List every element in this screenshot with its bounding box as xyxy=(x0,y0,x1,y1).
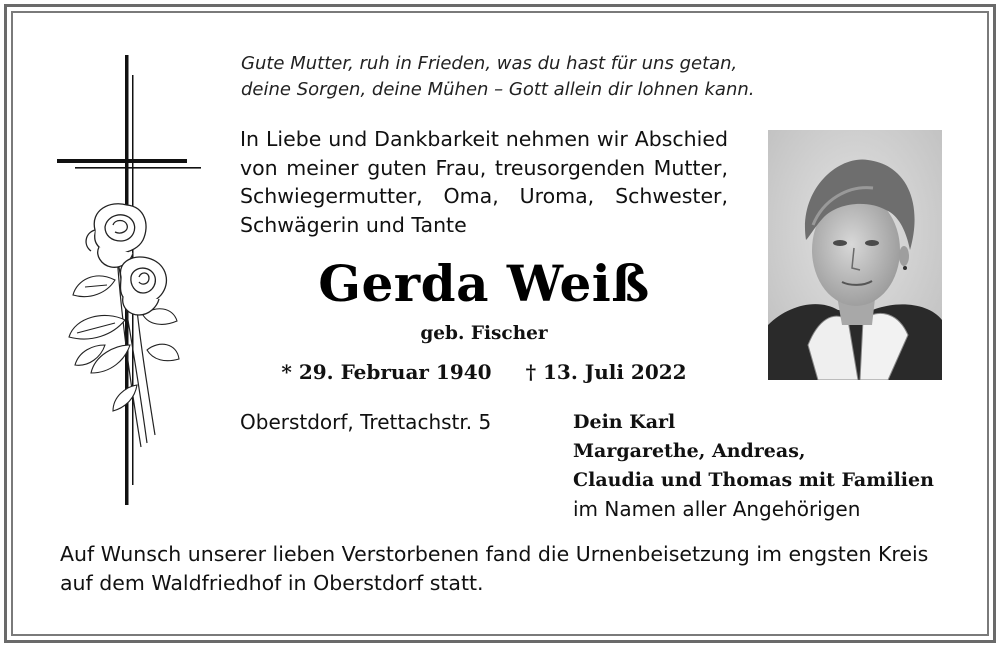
verse-line: deine Sorgen, deine Mühen – Gott allein dir lohnen kann. xyxy=(241,79,755,100)
portrait-photo xyxy=(768,130,942,380)
life-dates xyxy=(240,358,728,386)
birth-date: * 29. Februar 1940 xyxy=(281,360,492,384)
mourners-list xyxy=(573,408,953,524)
deceased-name: Gerda Weiß xyxy=(318,254,650,313)
notice-line: Auf Wunsch unserer lieben Verstorbenen fand die Urnenbeisetzung im engsten Kreis xyxy=(60,542,929,566)
farewell-line: Schwiegermutter, Oma, Uroma, Schwester, xyxy=(240,184,728,208)
mourner-line: im Namen aller Angehörigen xyxy=(573,497,861,521)
farewell-line: In Liebe und Dankbarkeit nehmen wir Abschied xyxy=(240,127,728,151)
mourner-line: Margarethe, Andreas, xyxy=(573,440,806,462)
mourner-line: Dein Karl xyxy=(573,411,676,433)
maiden-name: geb. Fischer xyxy=(420,323,548,344)
burial-notice xyxy=(60,540,950,598)
memorial-verse xyxy=(241,51,801,103)
death-date: † 13. Juli 2022 xyxy=(525,360,687,384)
farewell-line: Schwägerin und Tante xyxy=(240,212,467,237)
cross-with-roses-icon xyxy=(55,55,215,510)
farewell-text xyxy=(240,125,728,239)
notice-line: auf dem Waldfriedhof in Oberstdorf statt. xyxy=(60,571,484,595)
farewell-line: von meiner guten Frau, treusorgenden Mutter, xyxy=(240,155,728,180)
mourner-line: Claudia und Thomas mit Familien xyxy=(573,469,934,491)
address: Oberstdorf, Trettachstr. 5 xyxy=(240,410,492,434)
verse-line: Gute Mutter, ruh in Frieden, was du hast für uns getan, xyxy=(241,53,738,74)
